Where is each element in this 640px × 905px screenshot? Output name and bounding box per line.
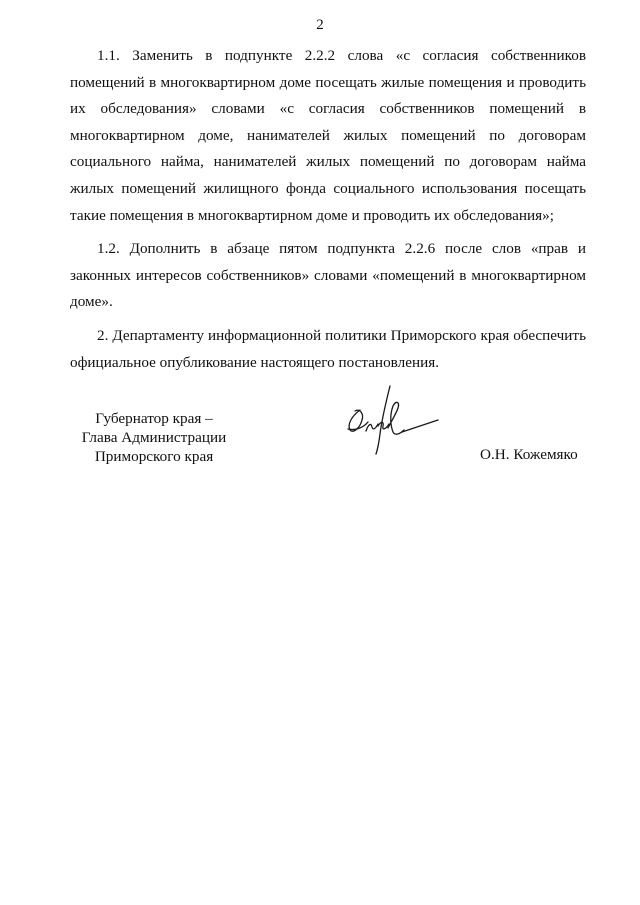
signer-title-line: Губернатор края – xyxy=(95,410,213,427)
paragraph-2: 2. Департаменту информационной политики Приморского края обеспечить официальное опубликование настоящего постановления. xyxy=(70,326,586,371)
handwritten-signature xyxy=(338,384,442,458)
signer-title xyxy=(64,409,244,466)
signer-name: О.Н. Кожемяко xyxy=(480,446,578,463)
signer-title-line: Глава Администрации xyxy=(81,429,227,446)
document-body xyxy=(70,43,586,383)
paragraph-1-1: 1.1. Заменить в подпункте 2.2.2 слова «с согласия собственников помещений в многоквартирном доме посещать жилые помещения и проводить их обследования» словами «с согласия собственников помещений в многоквартирном доме, нанимателей жилых помещений по договорам социального найма, нанимателей жилых помещений по договорам найма жилых помещений жилищного фонда социального использования посещать такие помещения в многоквартирном доме и проводить их обследования»; xyxy=(70,47,586,224)
paragraph-1-2: 1.2. Дополнить в абзаце пятом подпункта 2.2.6 после слов «прав и законных интересов собственников» словами «помещений в многоквартирном доме». xyxy=(70,240,586,311)
signer-title-line: Приморского края xyxy=(94,448,214,465)
page-number: 2 xyxy=(316,17,324,33)
